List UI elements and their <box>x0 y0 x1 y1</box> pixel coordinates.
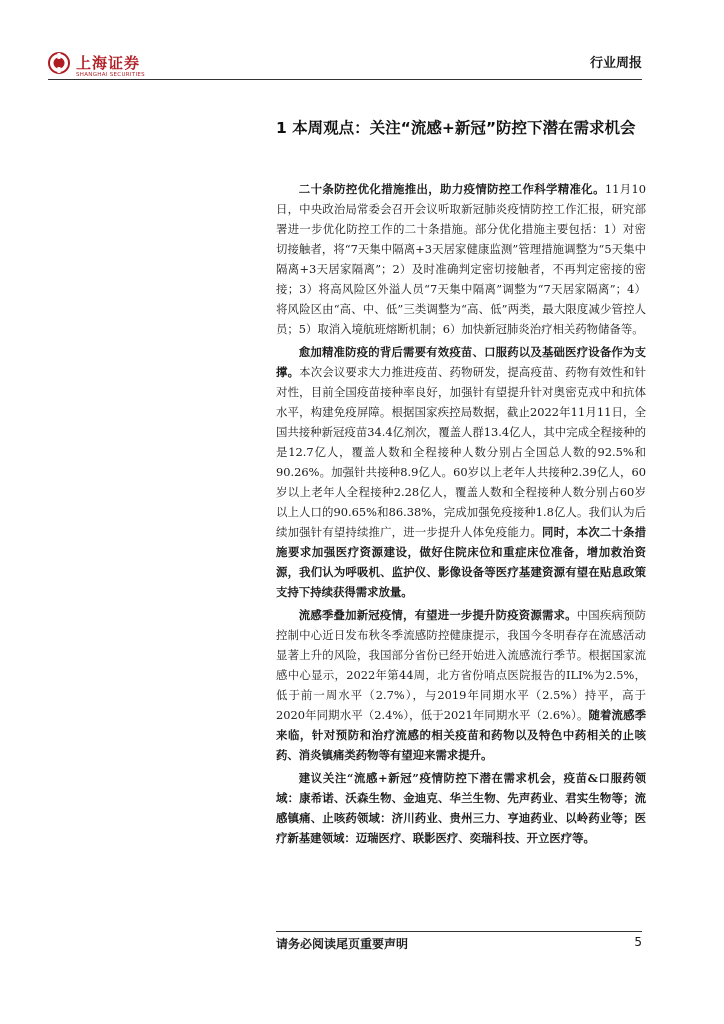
document-type: 行业周报 <box>589 56 642 71</box>
paragraph-lead: 愈加精准防疫的背后需要有效疫苗、口服药以及基础医疗设备作为支撑。 <box>276 345 646 379</box>
paragraph-lead: 流感季叠加新冠疫情，有望进一步提升防疫资源需求。 <box>298 608 577 622</box>
header-divider <box>48 79 642 80</box>
brand-name: 上海证券 <box>76 54 141 72</box>
paragraph-vaccine <box>276 342 646 602</box>
paragraph-lead: 二十条防控优化措施推出，助力疫情防控工作科学精准化。 <box>298 182 605 196</box>
page-header <box>48 44 642 80</box>
brand-name-en: SHANGHAI SECURITIES <box>76 72 145 78</box>
paragraph-policy <box>276 179 646 339</box>
paragraph-lead: 建议关注“流感+新冠”疫情防控下潜在需求机会，疫苗&口服药领域：康希诺、沃森生物、金迪克、华兰生物、先声药业、君实生物等；流感镇痛、止咳药领域：济川药业、贵州三力、亨迪药业、以岭药业等；医疗新基建领域：迈瑞医疗、联影医疗、奕瑞科技、开立医疗等。 <box>276 771 646 845</box>
article-body <box>276 179 646 851</box>
paragraph-flu <box>276 605 646 765</box>
paragraph-text: 中国疾病预防控制中心近日发布秋冬季流感防控健康提示，我国今冬明春存在流感活动显著上升的风险，我国部分省份已经开始进入流感流行季节。根据国家流感中心显示，2022年第44周，北方省份哨点医院报告的ILI%为2.5%，低于前一周水平（2.7%），与2019年同期水平（2.5%）持平，高于2020年同期水平（2.4%），低于2021年同期水平（2.6%）。 <box>276 608 646 722</box>
section-title: 1 本周观点：关注“流感+新冠”防控下潜在需求机会 <box>276 119 636 137</box>
paragraph-tail: 同时，本次二十条措施要求加强医疗资源建设，做好住院床位和重症床位准备，增加救治资源，我们认为呼吸机、监护仪、影像设备等医疗基建资源有望在贴息政策支持下持续获得需求放量。 <box>276 525 646 599</box>
paragraph-text: 本次会议要求大力推进疫苗、药物研发，提高疫苗、药物有效性和针对性，目前全国疫苗接种率良好，加强针有望提升针对奥密克戎中和抗体水平，构建免疫屏障。根据国家疾控局数据，截止2022年11月11日，全国共接种新冠疫苗34.4亿剂次，覆盖人群13.4亿人，其中完成全程接种的是12.7亿人，覆盖人数和全程接种人数分别占全国总人数的92.5%和90.26%。加强针共接种8.9亿人。60岁以上老年人共接种2.39亿人，60岁以上老年人全程接种2.28亿人，覆盖人数和全程接种人数分别占60岁以上人口的90.65%和86.38%，完成加强免疫接种1.8亿人。我们认为后续加强针有望持续推广，进一步提升人体免疫能力。 <box>276 365 646 539</box>
disclaimer-note: 请务必阅读尾页重要声明 <box>276 937 409 951</box>
brand-logo-icon <box>48 52 70 74</box>
brand-logo <box>48 52 208 86</box>
paragraph-tail: 随着流感季来临，针对预防和治疗流感的相关疫苗和药物以及特色中药相关的止咳药、消炎镇痛类药物等有望迎来需求提升。 <box>276 708 646 762</box>
page-number: 5 <box>634 935 642 949</box>
paragraph-recommendation <box>276 768 646 848</box>
footer-divider <box>276 931 642 932</box>
paragraph-text: 11月10日，中央政治局常委会召开会议听取新冠肺炎疫情防控工作汇报，研究部署进一步优化防控工作的二十条措施。部分优化措施主要包括：1）对密切接触者，将“7天集中隔离+3天居家健康监测”管理措施调整为“5天集中隔离+3天居家隔离”；2）及时准确判定密切接触者，不再判定密接的密接；3）将高风险区外溢人员“7天集中隔离”调整为“7天居家隔离”；4）将风险区由“高、中、低”三类调整为“高、低”两类，最大限度减少管控人员；5）取消入境航班熔断机制；6）加快新冠肺炎治疗相关药物储备等。 <box>276 182 646 336</box>
